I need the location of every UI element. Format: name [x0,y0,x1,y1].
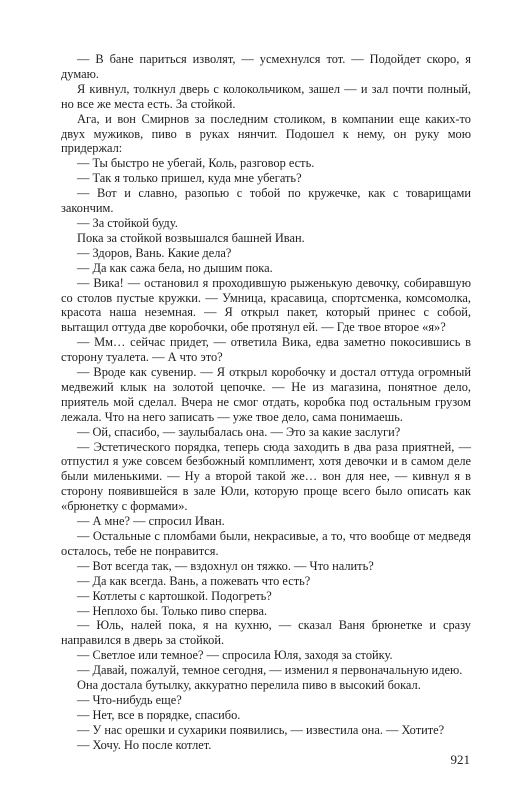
page-number: 921 [450,752,470,767]
paragraph: — Вика! — остановил я проходившую рыженькую девочку, собиравшую со столов пустые кружки. — Умница, красавица, спортсменка, комсомолка, красота наша неземная. — Я открыл пакет, который принес с собой, вытащил оттуда две коробочки, обе протянул ей. — Где твое второе «я»? [61,275,471,335]
paragraph: — Ой, спасибо, — заулыбалась она. — Это за какие заслуги? [77,424,401,439]
paragraph: — Мм… сейчас придет, — ответила Вика, едва заметно покосившись в сторону туалета. — А что это? [61,335,471,365]
paragraph: — Котлеты с картошкой. Подогреть? [77,588,272,603]
paragraph: — Вот всегда так, — вздохнул он тяжко. — Что налить? [77,558,374,573]
paragraph: Я кивнул, толкнул дверь с колокольчиком, зашел — и зал почти полный, но все же места есть. За стойкой. [61,81,471,111]
body-text [61,52,471,753]
paragraph: Пока за стойкой возвышался башней Иван. [77,230,305,245]
paragraph: — Да как всегда. Вань, а пожевать что есть? [77,573,311,588]
paragraph: Ага, и вон Смирнов за последним столиком, в компании еще каких-то двух мужиков, пиво в руках нянчит. Подошел к нему, он руку мою придержал: [61,111,471,156]
paragraph: — Что-нибудь еще? [77,692,182,707]
paragraph: — В бане париться изволят, — усмехнулся тот. — Подойдет скоро, я думаю. [61,52,471,81]
paragraph: — Остальные с пломбами были, некрасивые, а то, что вообще от медведя осталось, тебе не понравится. [61,529,471,558]
paragraph: — Здоров, Вань. Какие дела? [77,245,232,260]
paragraph: — Вроде как сувенир. — Я открыл коробочку и достал оттуда огромный медвежий клык на золотой цепочке. — Не из магазина, понятное дело, приятель мой сделал. Вчера не смог отдать, коробка под остальным грузом лежала. Что на него записать — уже твое дело, сама понимаешь. [61,365,471,424]
paragraph: — Юль, налей пока, я на кухню, — сказал Ваня брюнетке и сразу направился в дверь за стойкой. [61,618,471,648]
paragraph: — Ты быстро не убегай, Коль, разговор есть. [77,156,315,171]
paragraph: — Да как сажа бела, но дышим пока. [77,260,273,275]
paragraph: — Так я только пришел, куда мне убегать? [77,171,302,186]
paragraph: — За стойкой буду. [77,215,178,230]
paragraph: — Вот и славно, разопью с тобой по кружечке, как с товарищами закончим. [61,186,471,216]
paragraph: Она достала бутылку, аккуратно перелила пиво в высокий бокал. [77,678,421,693]
paragraph: — Хочу. Но после котлет. [77,737,212,752]
paragraph: — Неплохо бы. Только пиво сперва. [77,603,268,618]
paragraph: — А мне? — спросил Иван. [77,514,225,529]
paragraph: — Нет, все в порядке, спасибо. [77,707,241,722]
paragraph: — У нас орешки и сухарики появились, — известила она. — Хотите? [77,722,445,737]
paragraph: — Эстетического порядка, теперь сюда заходить в два раза приятней, — отпустил я уже совсем безбожный комплимент, хотя девочки и в самом деле были миленькими. — Ну а второй такой же… вон для нее, — кивнул я в сторону появившейся в зале Юли, которую проще всего было описать как «брюнетку с формами». [61,439,471,514]
paragraph: — Светлое или темное? — спросила Юля, заходя за стойку. [77,648,393,663]
paragraph: — Давай, пожалуй, темное сегодня, — изменил я первоначальную идею. [77,663,463,678]
